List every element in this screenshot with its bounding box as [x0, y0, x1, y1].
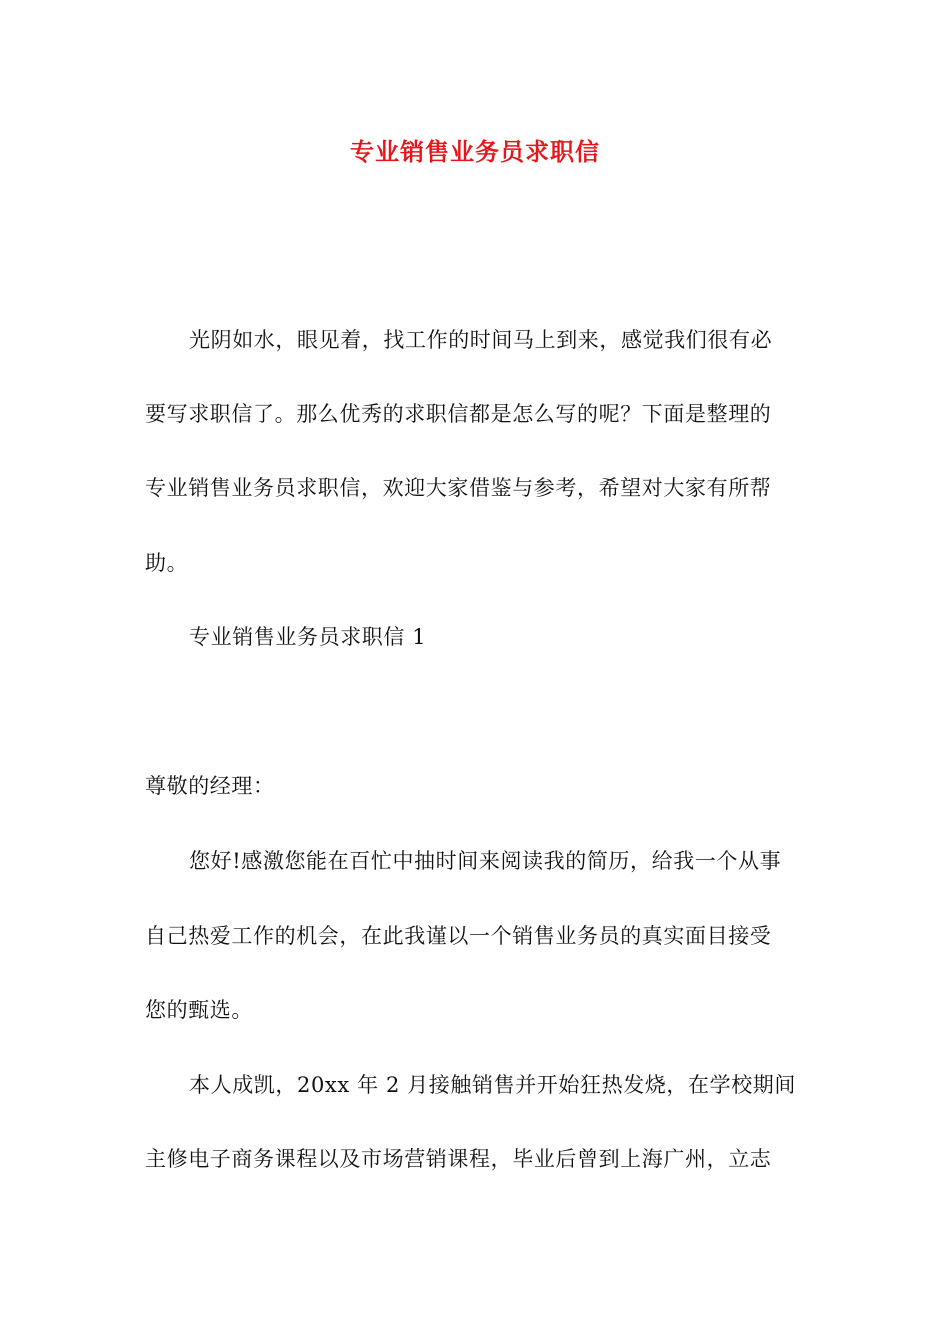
- paragraph-line: 助。: [145, 551, 189, 575]
- paragraph-line: 您的甄选。: [145, 998, 253, 1022]
- paragraph-line: 主修电子商务课程以及市场营销课程，毕业后曾到上海广州，立志: [145, 1147, 772, 1171]
- paragraph-line: 自己热爱工作的机会，在此我谨以一个销售业务员的真实面目接受: [145, 924, 772, 948]
- paragraph-line: 光阴如水，眼见着，找工作的时间马上到来，感觉我们很有必: [189, 328, 773, 352]
- section-heading: 专业销售业务员求职信 1: [189, 625, 427, 649]
- document-title: 专业销售业务员求职信: [350, 138, 600, 166]
- paragraph-line: 专业销售业务员求职信，欢迎大家借鉴与参考，希望对大家有所帮: [145, 476, 772, 500]
- paragraph-line: 本人成凯，20xx 年 2 月接触销售并开始狂热发烧，在学校期间: [189, 1073, 796, 1097]
- paragraph-line: 您好!感激您能在百忙中抽时间来阅读我的简历，给我一个从事: [189, 849, 782, 873]
- salutation: 尊敬的经理：: [145, 774, 275, 798]
- paragraph-line: 要写求职信了。那么优秀的求职信都是怎么写的呢？下面是整理的: [145, 402, 772, 426]
